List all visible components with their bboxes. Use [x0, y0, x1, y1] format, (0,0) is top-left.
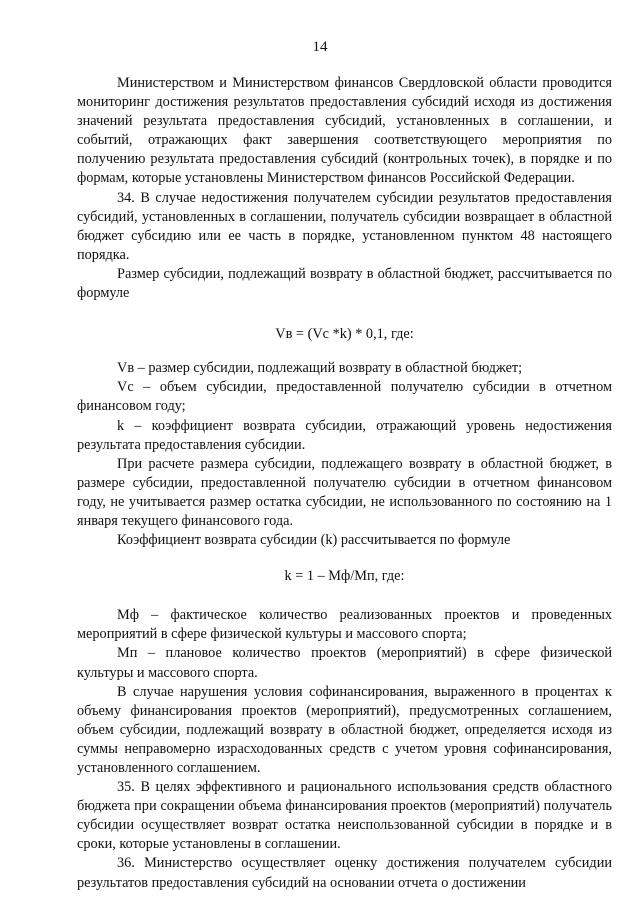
page-number: 14 — [312, 39, 328, 55]
paragraph-monitoring: Министерством и Министерством финансов Свердловской области проводится мониторинг достижения результатов предоставления субсидий исходя из достижения значений результата предоставления субсидий, установленных в соглашении, и событий, отражающих факт завершения соответствующего мероприятия по получению результата предоставления субсидий (контрольных точек), в порядке и по формам, которые установлены Министерством финансов Российской Федерации. — [77, 75, 612, 187]
paragraph-def-k: k – коэффициент возврата субсидии, отражающий уровень недостижения результата предоставления субсидии. — [77, 417, 612, 453]
paragraph-clause-36: 36. Министерство осуществляет оценку достижения получателем субсидии результатов предоставления субсидий на основании отчета о достижении — [77, 855, 612, 891]
formula-refund: Vв = (Vс *k) * 0,1, где: — [275, 326, 414, 343]
formula-coefficient: k = 1 – Мф/Мп, где: — [284, 568, 405, 585]
paragraph-cofinancing: В случае нарушения условия софинансирования, выраженного в процентах к объему финансирования проектов (мероприятий), предусмотренных соглашением, объем субсидии, подлежащий возврату в областной бюджет, определяется исходя из суммы неправомерно израсходованных средств с учетом уровня софинансирования, установленного соглашением. — [77, 683, 612, 776]
paragraph-def-vv: Vв – размер субсидии, подлежащий возврату в областной бюджет; — [117, 360, 523, 377]
paragraph-refund-size: Размер субсидии, подлежащий возврату в областной бюджет, рассчитывается по формуле — [77, 265, 612, 302]
paragraph-clause-34: 34. В случае недостижения получателем субсидии результатов предоставления субсидий, установленных в соглашении, получатель субсидии возвращает в областной бюджет субсидию или ее часть в порядке, установленном пунктом 48 настоящего порядка. — [77, 189, 612, 263]
paragraph-calculation-note: При расчете размера субсидии, подлежащего возврату в областной бюджет, в размере субсидии, предоставленной получателю субсидии в отчетном финансовом году, не учитывается размер остатка субсидии, не использованного по состоянию на 1 января текущего финансового года. — [77, 455, 612, 529]
paragraph-clause-35: 35. В целях эффективного и рационального использования средств областного бюджета при сокращении объема финансирования проектов (мероприятий) получатель субсидии осуществляет возврат остатка неиспользованной субсидии в порядке и в сроки, которые установлены в соглашении. — [77, 779, 612, 853]
paragraph-def-mf: Мф – фактическое количество реализованных проектов и проведенных мероприятий в сфере физической культуры и массового спорта; — [77, 607, 612, 643]
paragraph-def-mp: Мп – плановое количество проектов (мероприятий) в сфере физической культуры и массового спорта. — [77, 645, 612, 681]
paragraph-def-vc: Vс – объем субсидии, предоставленной получателю субсидии в отчетном финансовом году; — [77, 379, 612, 415]
document-body — [77, 74, 612, 893]
paragraph-coefficient: Коэффициент возврата субсидии (k) рассчитывается по формуле — [117, 532, 511, 549]
